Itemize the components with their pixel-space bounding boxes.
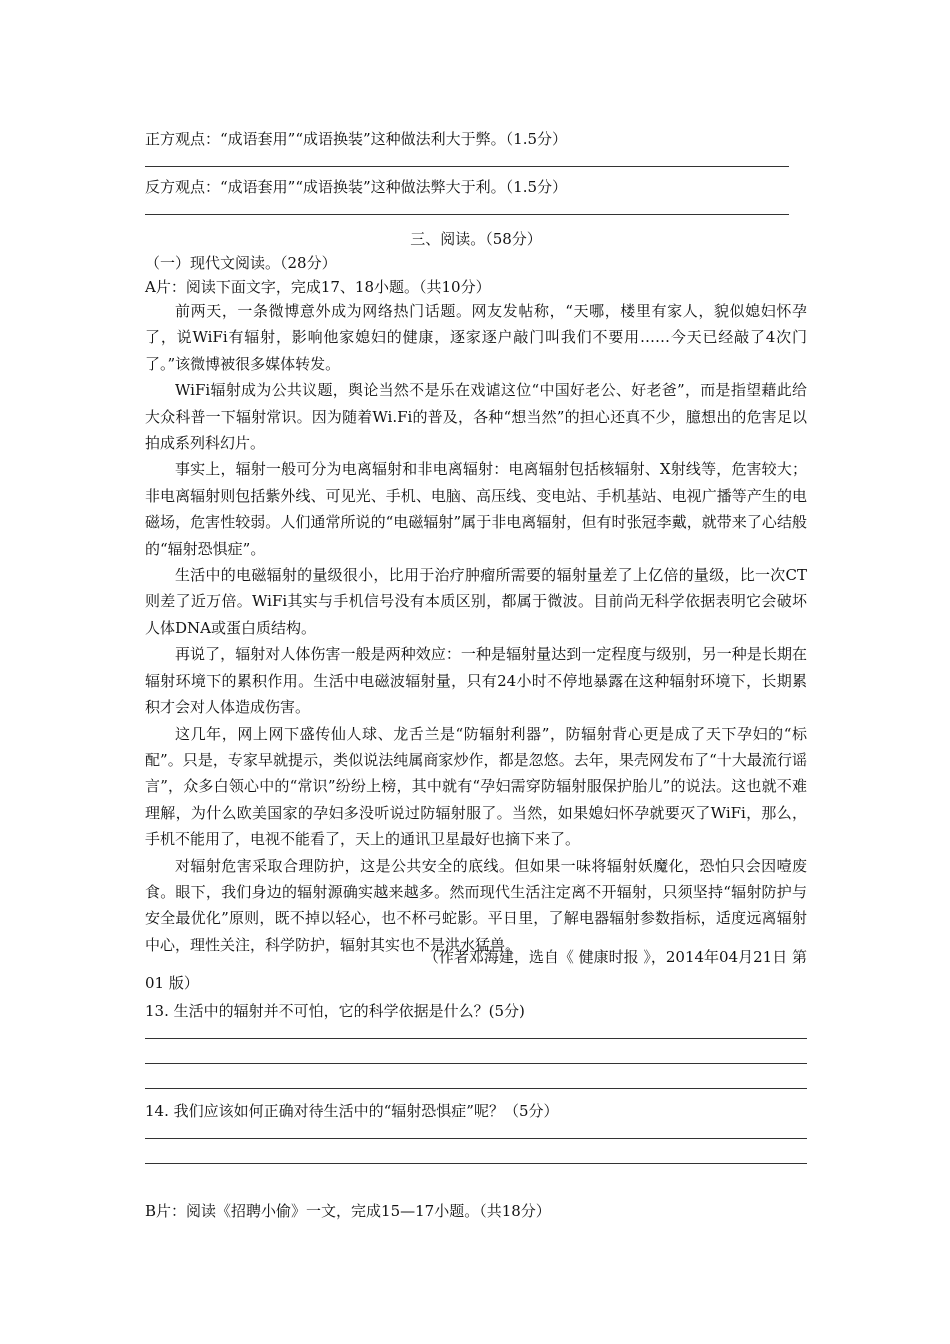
answer-line <box>145 166 789 167</box>
answer-line <box>145 214 789 215</box>
article-paragraph: 生活中的电磁辐射的量级很小，比用于治疗肿瘤所需要的辐射量差了上亿倍的量级，比一次CT则差了近万倍。WiFi其实与手机信号没有本质区别，都属于微波。目前尚无科学依据表明它会破坏人体DNA或蛋白质结构。 <box>145 566 807 637</box>
answer-line <box>145 1163 807 1164</box>
pro-viewpoint: 正方观点：“成语套用”“成语换装”这种做法利大于弊。（1.5分） <box>145 130 568 148</box>
part-heading: （一）现代文阅读。（28分） <box>145 254 337 272</box>
question-13: 13. 生活中的辐射并不可怕，它的科学依据是什么？(5分) <box>145 1002 525 1020</box>
article-paragraph: 事实上，辐射一般可分为电离辐射和非电离辐射：电离辐射包括核辐射、X射线等，危害较大；非电离辐射则包括紫外线、可见光、手机、电脑、高压线、变电站、手机基站、电视广播等产生的电磁场，危害性较弱。人们通常所说的“电磁辐射”属于非电离辐射，但有时张冠李戴，就带来了心结般的“辐射恐惧症”。 <box>145 460 807 558</box>
source-citation-cont: 01 版） <box>145 974 199 992</box>
answer-line <box>145 1138 807 1139</box>
article-paragraph: 前两天，一条微博意外成为网络热门话题。网友发帖称，“天哪，楼里有家人，貌似媳妇怀孕了，说WiFi有辐射，影响他家媳妇的健康，逐家逐户敲门叫我们不要用……今天已经敲了4次门了。”该微博被很多媒体转发。 <box>145 302 807 373</box>
article-paragraph: 这几年，网上网下盛传仙人球、龙舌兰是“防辐射利器”，防辐射背心更是成了天下孕妇的“标配”。只是，专家早就提示，类似说法纯属商家炒作，都是忽悠。去年，果壳网发布了“十大最流行谣言”，众多白领心中的“常识”纷纷上榜，其中就有“孕妇需穿防辐射服保护胎儿”的说法。这也就不难理解，为什么欧美国家的孕妇多没听说过防辐射服了。当然，如果媳妇怀孕就要灭了WiFi，那么，手机不能用了，电视不能看了，天上的通讯卫星最好也摘下来了。 <box>145 724 807 849</box>
question-14: 14. 我们应该如何正确对待生活中的“辐射恐惧症”呢？（5分） <box>145 1102 559 1120</box>
article-body <box>145 298 807 958</box>
answer-line <box>145 1038 807 1039</box>
section-title: 三、阅读。（58分） <box>410 230 542 248</box>
con-viewpoint: 反方观点：“成语套用”“成语换装”这种做法弊大于利。（1.5分） <box>145 178 568 196</box>
answer-line <box>145 1063 807 1064</box>
part-a-instructions: A片：阅读下面文字，完成17、18小题。（共10分） <box>145 278 491 296</box>
answer-line <box>145 1088 807 1089</box>
source-citation: （作者邓海建，选自《 健康时报 》，2014年04月21日 第 <box>423 948 807 966</box>
part-b-instructions: B片：阅读《招聘小偷》一文，完成15—17小题。（共18分） <box>145 1202 551 1220</box>
article-paragraph: WiFi辐射成为公共议题，舆论当然不是乐在戏谑这位“中国好老公、好老爸”，而是指望藉此给大众科普一下辐射常识。因为随着Wi.Fi的普及，各种“想当然”的担心还真不少，臆想出的危害足以拍成系列科幻片。 <box>145 381 807 453</box>
article-paragraph: 对辐射危害采取合理防护，这是公共安全的底线。但如果一味将辐射妖魔化，恐怕只会因噎废食。眼下，我们身边的辐射源确实越来越多。然而现代生活注定离不开辐射，只须坚持“辐射防护与安全最优化”原则，既不掉以轻心，也不杯弓蛇影。平日里，了解电器辐射参数指标，适度远离辐射中心，理性关注，科学防护，辐射其实也不是洪水猛兽。 <box>145 856 807 954</box>
article-paragraph: 再说了，辐射对人体伤害一般是两种效应：一种是辐射量达到一定程度与级别，另一种是长期在辐射环境下的累积作用。生活中电磁波辐射量，只有24小时不停地暴露在这种辐射环境下，长期累积才会对人体造成伤害。 <box>145 645 807 717</box>
